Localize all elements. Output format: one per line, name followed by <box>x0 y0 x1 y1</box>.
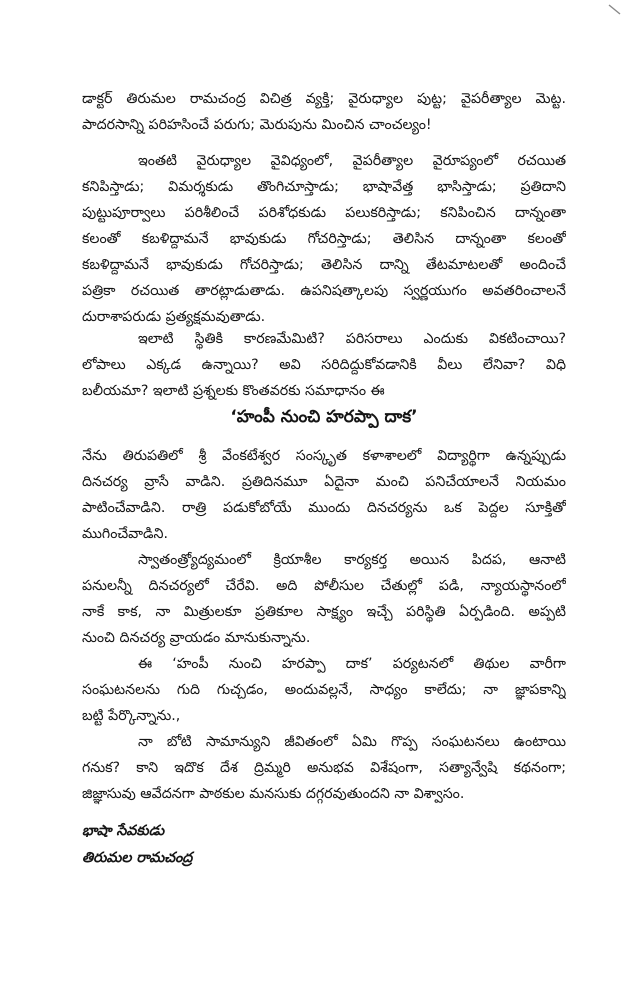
text-line: ఇంతటి వైరుధ్యాల వైవిధ్యంలో, వైపరీత్యాల వైరూప్యంలో రచయిత <box>138 153 566 169</box>
paragraph-diary <box>82 443 566 547</box>
text-line: పాటించేవాడిని. రాత్రి పడుకోబోయే ముందు దినచర్యను ఒక పెద్దల సూక్తితో <box>82 500 566 516</box>
text-line: నుంచి దినచర్య వ్రాయడం మానుకున్నాను. <box>82 630 311 646</box>
book-title-heading: ‘హంపీ నుంచి హరప్పా దాక’ <box>230 407 418 427</box>
paragraph-freedom-movement <box>82 547 566 651</box>
paragraph-travel <box>82 651 566 729</box>
text-line: పాదరసాన్ని పరిహసించే పరుగు; మెరుపును మించిన చాంచల్యం! <box>82 117 432 133</box>
paragraph-intro <box>82 86 566 138</box>
signature-author-name: తిరుమల రామచంద్ర <box>82 850 193 866</box>
page-corner-mark <box>608 4 622 16</box>
text-line: పత్రికా రచయిత తారట్లాడుతాడు. ఉపనిషత్కాలపు స్వర్ణయుగం అవతరించాలనే <box>82 283 566 299</box>
text-line: సంఘటనలను గుది గుచ్చడం, అందువల్లనే, సాధ్యం కాలేదు; నా జ్ఞాపకాన్ని <box>82 682 566 698</box>
text-line: బలీయమా? ఇలాటి ప్రశ్నలకు కొంతవరకు సమాధానం ఈ <box>82 383 385 399</box>
text-line: జిజ్ఞాసువు ఆవేదనగా పాఠకుల మనసుకు దగ్గరవుతుందని నా విశ్వాసం. <box>82 786 465 802</box>
text-line: ఇలాటి స్థితికి కారణమేమిటి? పరిసరాలు ఎందుకు వికటించాయి? <box>138 331 566 347</box>
paragraph-contradictions <box>82 148 566 330</box>
paragraph-questions <box>82 326 566 404</box>
text-line: నేను తిరుపతిలో శ్రీ వేంకటేశ్వర సంస్కృత కళాశాలలో విద్యార్థిగా ఉన్నప్పుడు <box>82 448 566 464</box>
text-line: డాక్టర్ తిరుమల రామచంద్ర విచిత్ర వ్యక్తి; వైరుధ్యాల పుట్ట; వైపరీత్యాల మెట్ట. <box>82 91 566 107</box>
text-line: స్వాతంత్ర్యోద్యమంలో క్రియాశీల కార్యకర్త అయిన పిదప, ఆనాటి <box>138 552 566 568</box>
text-line: కబళిద్దామనే భావుకుడు గోచరిస్తాడు; తెలిసిన దాన్ని తేటమాటలతో అందించే <box>82 257 566 273</box>
text-line: నా బోటి సామాన్యుని జీవితంలో ఏమి గొప్ప సంఘటనలు ఉంటాయి <box>138 734 566 750</box>
text-line: దినచర్య వ్రాసే వాడిని. ప్రతిదినమూ ఏదైనా మంచి పనిచేయాలనే నియమం <box>82 474 566 490</box>
signature-title: భాషా సేవకుడు <box>82 823 165 839</box>
text-line: కలంతో కబళిద్దామనే భావుకుడు గోచరిస్తాడు; తెలిసిన దాన్నంతా కలంతో <box>82 231 566 247</box>
text-line: ముగించేవాడిని. <box>82 526 169 542</box>
text-line: పుట్టుపూర్వాలు పరిశీలించే పరిశోధకుడు పలుకరిస్తాడు; కనిపించిన దాన్నంతా <box>82 205 566 221</box>
text-line: దురాశాపరుడు ప్రత్యక్షమవుతాడు. <box>82 309 266 325</box>
text-line: ఈ ‘హంపీ నుంచి హరప్పా దాక’ పర్యటనలో తిథుల వారీగా <box>138 656 566 672</box>
paragraph-belief <box>82 729 566 807</box>
signature-block <box>82 818 192 872</box>
text-line: పనులన్నీ దినచర్యలో చేరేవి. అది పోలీసుల చేతుల్లో పడి, న్యాయస్థానంలో <box>82 578 566 594</box>
text-line: బట్టి పేర్కొన్నాను., <box>82 708 181 724</box>
text-line: గనుక? కాని ఇదొక దేశ ద్రిమ్మరి అనుభవ విశేషంగా, సత్యాన్వేషి కథనంగా; <box>82 760 566 776</box>
text-line: కనిపిస్తాడు; విమర్శకుడు తొంగిచూస్తాడు; భాషావేత్త భాసిస్తాడు; ప్రతిదాని <box>82 179 566 195</box>
text-line: లోపాలు ఎక్కడ ఉన్నాయి? అవి సరిదిద్దుకోవడానికి వీలు లేనివా? విధి <box>82 357 566 373</box>
text-line: నాకే కాక, నా మిత్రులకూ ప్రతికూల సాక్ష్యం ఇచ్చే పరిస్థితి ఏర్పడింది. అప్పటి <box>82 604 566 620</box>
